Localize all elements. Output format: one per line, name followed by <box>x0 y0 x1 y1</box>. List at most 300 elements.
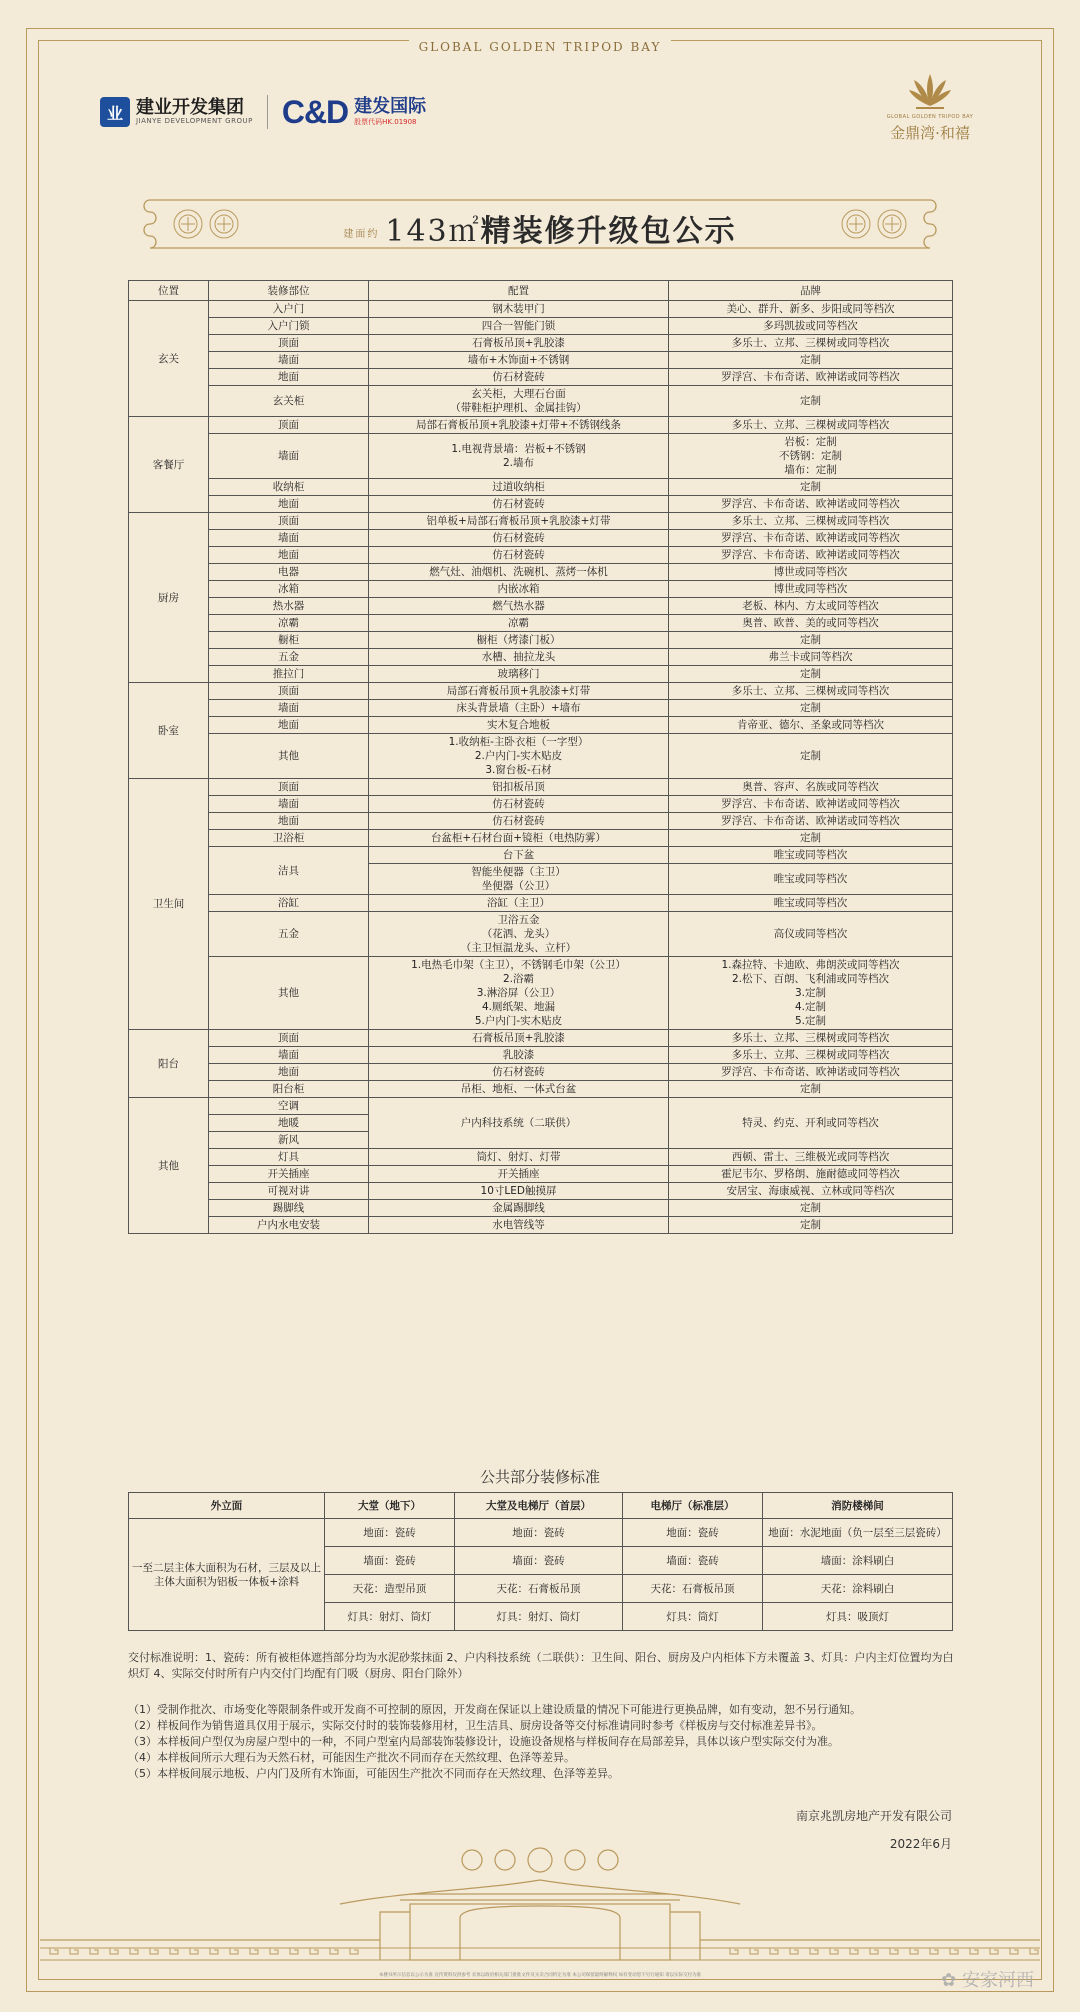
title-banner <box>140 196 940 252</box>
brand-cell <box>669 369 953 386</box>
brand-cell <box>669 666 953 683</box>
brand-cell <box>669 1081 953 1098</box>
table-row <box>129 649 953 666</box>
cell-line: 墙布：定制 <box>784 464 837 476</box>
position-cell: 玄关 <box>129 301 209 417</box>
cell-line: 2.墙布 <box>502 457 535 469</box>
cell-line: 1.收纳柜-主卧衣柜（一字型） <box>448 736 589 748</box>
config-cell <box>369 352 669 369</box>
cell-line: 燃气热水器 <box>492 600 545 612</box>
table-row <box>129 912 953 957</box>
table-row <box>129 1217 953 1234</box>
brand-cell <box>669 847 953 864</box>
part-cell: 地面 <box>209 1064 369 1081</box>
cell-line: 罗浮宫、卡布奇诺、欧神诺或同等档次 <box>721 549 900 561</box>
config-cell <box>369 335 669 352</box>
brand-cell <box>669 434 953 479</box>
cell-line: （主卫恒温龙头、立杆） <box>460 942 577 954</box>
wechat-icon: ✿ <box>941 1970 957 1991</box>
table-row <box>129 895 953 912</box>
table-row <box>129 779 953 796</box>
brand-cell <box>669 386 953 417</box>
config-cell <box>369 717 669 734</box>
cell-line: 5.户内门-实木贴皮 <box>474 1015 563 1027</box>
jianye-mark-icon: 业 <box>100 97 130 127</box>
cd-logo <box>282 94 426 131</box>
cell-line: 多乐士、立邦、三棵树或同等档次 <box>731 337 890 349</box>
cell-line: （带鞋柜护理机、金属挂钩） <box>450 402 587 414</box>
brand-cell <box>669 318 953 335</box>
position-cell: 阳台 <box>129 1030 209 1098</box>
brand-cell <box>669 417 953 434</box>
cell-line: 4.定制 <box>794 1001 827 1013</box>
public-cell: 墙面：瓷砖 <box>455 1547 623 1575</box>
public-cell: 灯具：吸顶灯 <box>763 1603 953 1631</box>
page-title <box>140 206 940 250</box>
public-cell: 天花：石膏板吊顶 <box>455 1575 623 1603</box>
table-header-cell: 品牌 <box>669 281 953 301</box>
part-cell: 墙面 <box>209 796 369 813</box>
table-row <box>129 717 953 734</box>
brand-cell <box>669 830 953 847</box>
config-cell <box>369 632 669 649</box>
config-cell <box>369 301 669 318</box>
part-cell: 其他 <box>209 734 369 779</box>
config-cell <box>369 417 669 434</box>
part-cell: 地面 <box>209 813 369 830</box>
config-cell <box>369 434 669 479</box>
cell-line: 铝扣板吊顶 <box>492 781 545 793</box>
table-row <box>129 581 953 598</box>
cell-line: 浴缸（主卫） <box>487 897 550 909</box>
config-cell <box>369 912 669 957</box>
cell-line: 四合一智能门锁 <box>481 320 556 332</box>
brand-cell <box>669 1098 953 1149</box>
public-cell: 地面：瓷砖 <box>455 1519 623 1547</box>
public-cell: 灯具：射灯、筒灯 <box>455 1603 623 1631</box>
cell-line: 水槽、抽拉龙头 <box>481 651 556 663</box>
brand-cell <box>669 683 953 700</box>
position-cell: 卫生间 <box>129 779 209 1030</box>
config-cell <box>369 496 669 513</box>
config-cell <box>369 598 669 615</box>
cell-line: 2.松下、百朗、飞利浦或同等档次 <box>731 973 890 985</box>
cd-sub: 股票代码HK.01908 <box>354 118 417 126</box>
cell-line: 石膏板吊顶+乳胶漆 <box>472 1032 565 1044</box>
table-header-cell: 配置 <box>369 281 669 301</box>
cell-line: （花洒、龙头） <box>481 928 556 940</box>
title-number: 143 <box>385 214 449 249</box>
table-row <box>129 547 953 564</box>
part-cell: 墙面 <box>209 530 369 547</box>
brand-cell <box>669 957 953 1030</box>
public-cell: 地面：瓷砖 <box>623 1519 763 1547</box>
brand-cell <box>669 352 953 369</box>
part-cell: 电器 <box>209 564 369 581</box>
cell-line: 西顿、雷士、三维极光或同等档次 <box>731 1151 890 1163</box>
logo-divider <box>267 95 268 129</box>
config-cell <box>369 615 669 632</box>
cell-line: 局部石膏板吊顶+乳胶漆+灯带 <box>446 685 591 697</box>
brand-cell <box>669 615 953 632</box>
table-row <box>129 666 953 683</box>
cell-line: 开关插座 <box>497 1168 540 1180</box>
part-cell: 地面 <box>209 717 369 734</box>
cell-line: 多乐士、立邦、三棵树或同等档次 <box>731 685 890 697</box>
table-row <box>129 1064 953 1081</box>
cell-line: 定制 <box>800 702 821 714</box>
cell-line: 定制 <box>800 832 821 844</box>
cell-line: 肯帝亚、德尔、圣象或同等档次 <box>737 719 884 731</box>
config-cell <box>369 1064 669 1081</box>
config-cell <box>369 830 669 847</box>
title-text: 精装修升级包公示 <box>480 214 737 249</box>
brand-cell <box>669 1183 953 1200</box>
brand-cell <box>669 1217 953 1234</box>
cell-line: 弗兰卡或同等档次 <box>768 651 853 663</box>
brand-cell <box>669 513 953 530</box>
config-cell <box>369 1030 669 1047</box>
public-section-title: 公共部分装修标准 <box>479 1468 600 1486</box>
public-cell: 地面：瓷砖 <box>325 1519 455 1547</box>
public-cell: 墙面：瓷砖 <box>623 1547 763 1575</box>
header-en-title: GLOBAL GOLDEN TRIPOD BAY <box>0 40 1080 54</box>
cell-line: 定制 <box>800 481 821 493</box>
public-header-cell: 消防楼梯间 <box>763 1493 953 1519</box>
table-header-cell: 位置 <box>129 281 209 301</box>
logo-bar <box>100 92 426 132</box>
config-cell <box>369 666 669 683</box>
part-cell: 墙面 <box>209 352 369 369</box>
brand-cell <box>669 1200 953 1217</box>
cell-line: 定制 <box>800 1219 821 1231</box>
brand-cell <box>669 734 953 779</box>
table-row <box>129 1200 953 1217</box>
part-cell: 五金 <box>209 649 369 666</box>
brand-cell <box>669 895 953 912</box>
table-header-row <box>129 281 953 301</box>
brand-cell <box>669 581 953 598</box>
config-cell <box>369 683 669 700</box>
cell-line: 3.窗台板-石材 <box>485 764 552 776</box>
table-row <box>129 352 953 369</box>
cell-line: 多乐士、立邦、三棵树或同等档次 <box>731 1049 890 1061</box>
cell-line: 乳胶漆 <box>502 1049 535 1061</box>
part-cell: 开关插座 <box>209 1166 369 1183</box>
table-row <box>129 1098 953 1115</box>
part-cell: 五金 <box>209 912 369 957</box>
brand-cell <box>669 496 953 513</box>
cell-line: 定制 <box>800 750 821 762</box>
table-row <box>129 369 953 386</box>
table-row <box>129 1047 953 1064</box>
company-name: 南京兆凯房地产开发有限公司 <box>795 1809 952 1823</box>
table-row <box>129 734 953 779</box>
table-row <box>129 632 953 649</box>
config-cell <box>369 1047 669 1064</box>
cell-line: 2.浴霸 <box>502 973 535 985</box>
config-cell <box>369 530 669 547</box>
cell-line: 罗浮宫、卡布奇诺、欧神诺或同等档次 <box>721 815 900 827</box>
cell-line: 定制 <box>800 668 821 680</box>
table-row <box>129 813 953 830</box>
cell-line: 岩板：定制 <box>784 436 837 448</box>
cell-line: 罗浮宫、卡布奇诺、欧神诺或同等档次 <box>721 532 900 544</box>
cell-line: 1.森拉特、卡迪欧、弗朗茨或同等档次 <box>721 959 900 971</box>
brand-cell <box>669 864 953 895</box>
cell-line: 1.电热毛巾架（主卫），不锈钢毛巾架（公卫） <box>411 959 626 971</box>
position-cell: 厨房 <box>129 513 209 683</box>
brand-cell <box>669 1030 953 1047</box>
title-unit: ㎡ <box>448 214 481 249</box>
public-header-cell: 大堂及电梯厅（首层） <box>455 1493 623 1519</box>
cell-line: 定制 <box>800 634 821 646</box>
cell-line: 奥普、欧普、美的或同等档次 <box>742 617 879 629</box>
cell-line: 唯宝或同等档次 <box>773 897 848 909</box>
public-cell: 地面：水泥地面（负一层至三层瓷砖） <box>763 1519 953 1547</box>
config-cell <box>369 581 669 598</box>
part-cell: 墙面 <box>209 1047 369 1064</box>
config-cell <box>369 957 669 1030</box>
table-row <box>129 847 953 864</box>
brand-cell <box>669 530 953 547</box>
cell-line: 罗浮宫、卡布奇诺、欧神诺或同等档次 <box>721 798 900 810</box>
tripod-flower-icon <box>908 72 952 112</box>
table-row <box>129 513 953 530</box>
brand-cell <box>669 1064 953 1081</box>
cd-mark: C&D <box>281 93 349 130</box>
cell-line: 床头背景墙（主卧）+墙布 <box>456 702 581 714</box>
delivery-note: 交付标准说明：1、瓷砖：所有被柜体遮挡部分均为水泥砂浆抹面 2、户内科技系统（二联供）：卫生间、阳台、厨房及户内柜体下方未覆盖 3、灯具：户内主灯位置均为白炽灯 4、实际交付时所有户内交付门均配有门吸（厨房、阳台门除外） <box>128 1651 954 1680</box>
part-cell: 新风 <box>209 1132 369 1149</box>
public-cell: 墙面：瓷砖 <box>325 1547 455 1575</box>
config-cell <box>369 547 669 564</box>
part-cell: 顶面 <box>209 683 369 700</box>
cell-line: 仿石材瓷砖 <box>492 498 545 510</box>
public-header-cell: 电梯厅（标准层） <box>623 1493 763 1519</box>
part-cell: 橱柜 <box>209 632 369 649</box>
part-cell: 灯具 <box>209 1149 369 1166</box>
cell-line: 橱柜（烤漆门板） <box>476 634 561 646</box>
cell-line: 定制 <box>800 1202 821 1214</box>
part-cell: 阳台柜 <box>209 1081 369 1098</box>
part-cell: 热水器 <box>209 598 369 615</box>
cell-line: 罗浮宫、卡布奇诺、欧神诺或同等档次 <box>721 371 900 383</box>
table-row <box>129 796 953 813</box>
position-cell: 客餐厅 <box>129 417 209 513</box>
cell-line: 仿石材瓷砖 <box>492 815 545 827</box>
fine-print: 本楼书所示信息以公示为准 宣传资料仅供参考 具体以政府相关部门批准文件及买卖合同约定为准 本公司保留最终解释权 如有变动恕不另行通知 请以实际交付为准 <box>378 1973 702 1978</box>
notes-list <box>128 1702 962 1782</box>
table-row <box>129 417 953 434</box>
cell-line: 定制 <box>800 395 821 407</box>
public-cell: 天花：造型吊顶 <box>325 1575 455 1603</box>
note-item: （1）受制作批次、市场变化等限制条件或开发商不可控制的原因，开发商在保证以上建设质量的情况下可能进行更换品牌，如有变动，恕不另行通知。 <box>128 1703 861 1716</box>
brand-cell <box>669 700 953 717</box>
watermark <box>941 1966 1034 1992</box>
config-cell <box>369 369 669 386</box>
brand-cell <box>669 335 953 352</box>
jianye-sub: JIANYE DEVELOPMENT GROUP <box>136 117 253 125</box>
cell-line: 铝单板+局部石膏板吊顶+乳胶漆+灯带 <box>426 515 611 527</box>
cell-line: 多玛凯拔或同等档次 <box>763 320 858 332</box>
note-item: （5）本样板间展示地板、户内门及所有木饰面，可能因生产批次不同而存在天然纹理、色泽等差异。 <box>128 1767 619 1780</box>
part-cell: 顶面 <box>209 1030 369 1047</box>
part-cell: 卫浴柜 <box>209 830 369 847</box>
cell-line: 多乐士、立邦、三棵树或同等档次 <box>731 1032 890 1044</box>
jianye-name: 建业开发集团 <box>136 97 244 118</box>
cell-line: 罗浮宫、卡布奇诺、欧神诺或同等档次 <box>721 498 900 510</box>
cell-line: 不锈钢：定制 <box>779 450 842 462</box>
brand-cell <box>669 564 953 581</box>
title-prefix: 建面约 <box>343 229 380 240</box>
note-item: （4）本样板间所示大理石为天然石材，可能因生产批次不同而存在天然纹理、色泽等差异。 <box>128 1751 575 1764</box>
part-cell: 冰箱 <box>209 581 369 598</box>
jianye-logo <box>100 97 253 127</box>
brand-cell <box>669 1149 953 1166</box>
cell-line: 台下盆 <box>502 849 535 861</box>
config-cell <box>369 796 669 813</box>
cell-line: 凉霸 <box>508 617 529 629</box>
part-cell: 户内水电安装 <box>209 1217 369 1234</box>
part-cell: 洁具 <box>209 847 369 895</box>
cell-line: 内嵌冰箱 <box>497 583 540 595</box>
config-cell <box>369 1098 669 1149</box>
part-cell: 顶面 <box>209 513 369 530</box>
upgrade-table <box>128 280 953 1234</box>
part-cell: 推拉门 <box>209 666 369 683</box>
cell-line: 智能坐便器（主卫） <box>471 866 566 878</box>
brand-cell <box>669 813 953 830</box>
config-cell <box>369 734 669 779</box>
table-row <box>129 700 953 717</box>
table-row <box>129 598 953 615</box>
config-cell <box>369 1200 669 1217</box>
note-item: （2）样板间作为销售道具仅用于展示，实际交付时的装饰装修用材，卫生洁具、厨房设备等交付标准请同时参考《样板房与交付标准差异书》。 <box>128 1719 823 1732</box>
part-cell: 地面 <box>209 369 369 386</box>
brand-cell <box>669 912 953 957</box>
table-row <box>129 830 953 847</box>
cell-line: 实木复合地板 <box>487 719 550 731</box>
cell-line: 燃气灶、油烟机、洗碗机、蒸烤一体机 <box>429 566 608 578</box>
table-row <box>129 434 953 479</box>
config-cell <box>369 1149 669 1166</box>
public-cell: 灯具：筒灯 <box>623 1603 763 1631</box>
brand-cell <box>669 1047 953 1064</box>
table-row <box>129 564 953 581</box>
cell-line: 安居宝、海康威视、立林或同等档次 <box>726 1185 895 1197</box>
cell-line: 3.定制 <box>794 987 827 999</box>
cell-line: 多乐士、立邦、三棵树或同等档次 <box>731 419 890 431</box>
part-cell: 玄关柜 <box>209 386 369 417</box>
part-cell: 踢脚线 <box>209 1200 369 1217</box>
brand-sub: GLOBAL GOLDEN TRIPOD BAY <box>886 114 974 120</box>
part-cell: 入户门锁 <box>209 318 369 335</box>
config-cell <box>369 479 669 496</box>
public-cell: 天花：石膏板吊顶 <box>623 1575 763 1603</box>
position-cell: 其他 <box>129 1098 209 1234</box>
facade-cell: 一至二层主体大面积为石材，三层及以上主体大面积为铝板一体板+涂料 <box>129 1519 325 1631</box>
cell-line: 石膏板吊顶+乳胶漆 <box>472 337 565 349</box>
cell-line: 4.厕纸架、地漏 <box>481 1001 556 1013</box>
cell-line: 仿石材瓷砖 <box>492 371 545 383</box>
cell-line: 多乐士、立邦、三棵树或同等档次 <box>731 515 890 527</box>
table-row <box>129 1183 953 1200</box>
cell-line: 1.电视背景墙：岩板+不锈钢 <box>451 443 586 455</box>
cell-line: 唯宝或同等档次 <box>773 873 848 885</box>
note-item: （3）本样板间户型仅为房屋户型中的一种，不同户型室内局部装饰装修设计，设施设备规格与样板间存在局部差异，具体以该户型实际交付为准。 <box>128 1735 839 1748</box>
table-row <box>129 318 953 335</box>
notes <box>128 1650 962 1782</box>
brand-name: 金鼎湾·和禧 <box>890 124 970 142</box>
table-row <box>129 1081 953 1098</box>
cell-line: 玄关柜，大理石台面 <box>471 388 566 400</box>
table-row <box>129 1149 953 1166</box>
brand-cell <box>669 479 953 496</box>
position-cell: 卧室 <box>129 683 209 779</box>
table-row <box>129 1166 953 1183</box>
public-table <box>128 1492 953 1631</box>
cell-line: 定制 <box>800 1083 821 1095</box>
cell-line: 仿石材瓷砖 <box>492 798 545 810</box>
cell-line: 卫浴五金 <box>497 914 540 926</box>
config-cell <box>369 1183 669 1200</box>
cell-line: 老板、林内、方太或同等档次 <box>742 600 879 612</box>
config-cell <box>369 700 669 717</box>
cell-line: 定制 <box>800 354 821 366</box>
cell-line: 吊柜、地柜、一体式台盆 <box>460 1083 577 1095</box>
cell-line: 3.淋浴屏（公卫） <box>476 987 561 999</box>
part-cell: 凉霸 <box>209 615 369 632</box>
config-cell <box>369 864 669 895</box>
cell-line: 高仪或同等档次 <box>773 928 848 940</box>
cell-line: 玻璃移门 <box>497 668 540 680</box>
part-cell: 收纳柜 <box>209 479 369 496</box>
cell-line: 美心、群升、新多、步阳或同等档次 <box>726 303 895 315</box>
brand-cell <box>669 717 953 734</box>
part-cell: 墙面 <box>209 700 369 717</box>
brand-cell <box>669 649 953 666</box>
part-cell: 墙面 <box>209 434 369 479</box>
brand-cell <box>669 632 953 649</box>
table-header-cell: 装修部位 <box>209 281 369 301</box>
public-cell: 墙面：涂料刷白 <box>763 1547 953 1575</box>
table-row <box>129 496 953 513</box>
brand-cell <box>669 779 953 796</box>
table-row <box>129 615 953 632</box>
cell-line: 钢木装甲门 <box>492 303 545 315</box>
config-cell <box>369 1081 669 1098</box>
part-cell: 空调 <box>209 1098 369 1115</box>
brand-logo <box>880 72 980 143</box>
company-date: 2022年6月 <box>889 1837 952 1851</box>
config-cell <box>369 513 669 530</box>
cell-line: 仿石材瓷砖 <box>492 532 545 544</box>
cell-line: 仿石材瓷砖 <box>492 1066 545 1078</box>
part-cell: 顶面 <box>209 417 369 434</box>
brand-cell <box>669 301 953 318</box>
cell-line: 博世或同等档次 <box>773 583 848 595</box>
public-cell: 灯具：射灯、筒灯 <box>325 1603 455 1631</box>
cell-line: 过道收纳柜 <box>492 481 545 493</box>
cell-line: 筒灯、射灯、灯带 <box>476 1151 561 1163</box>
cell-line: 霍尼韦尔、罗格朗、施耐德或同等档次 <box>721 1168 900 1180</box>
part-cell: 地面 <box>209 496 369 513</box>
brand-cell <box>669 1166 953 1183</box>
config-cell <box>369 1217 669 1234</box>
part-cell: 地暖 <box>209 1115 369 1132</box>
cell-line: 唯宝或同等档次 <box>773 849 848 861</box>
